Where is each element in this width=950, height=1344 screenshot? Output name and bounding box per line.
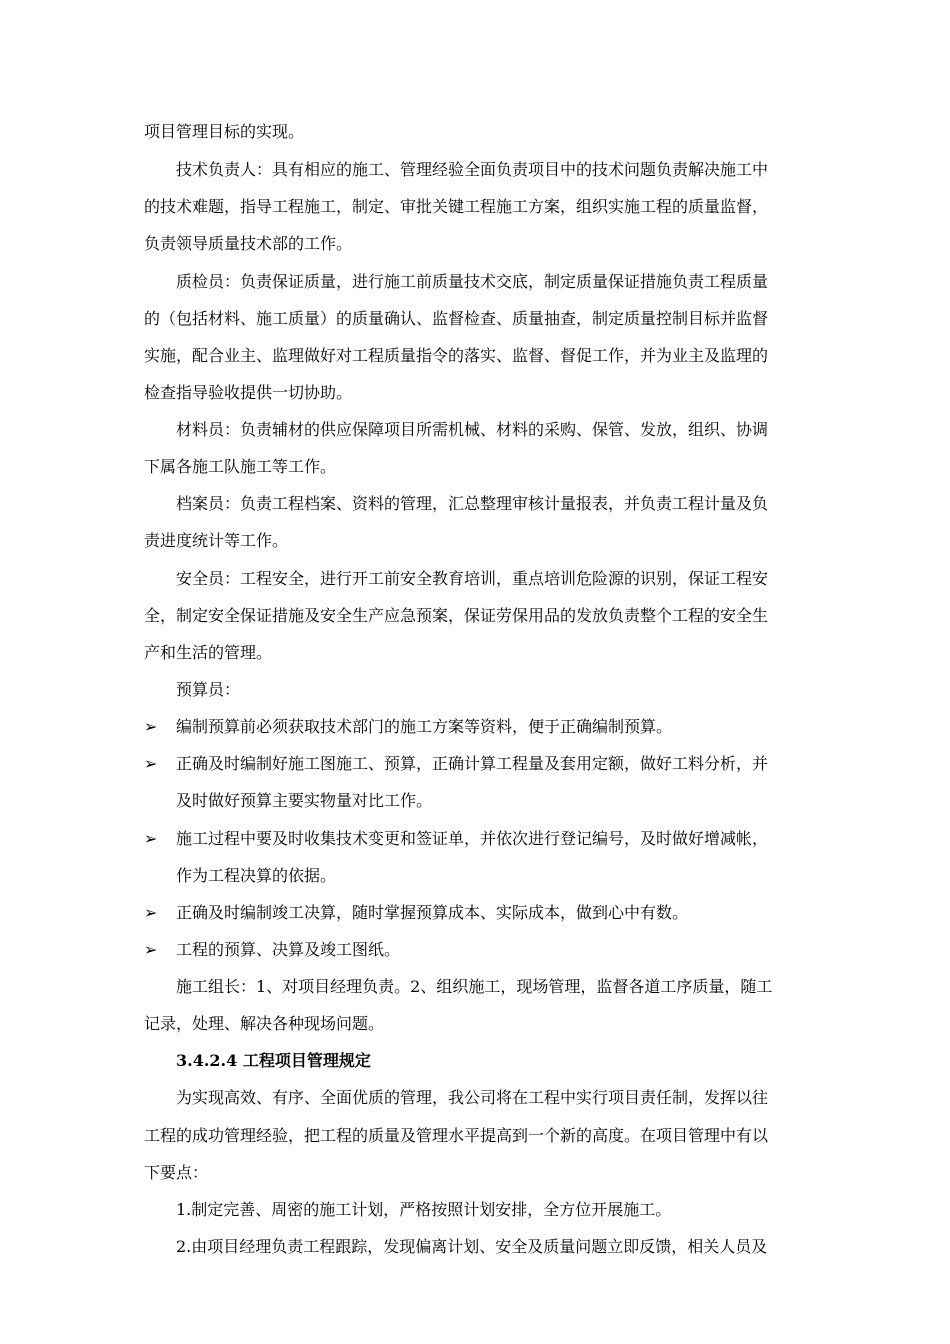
text-line: 材料员：负责辅材的供应保障项目所需机械、材料的采购、保管、发放，组织、协调 — [176, 420, 769, 439]
bullet-arrow-icon: ➢ — [144, 829, 158, 848]
bullet-arrow-icon: ➢ — [144, 903, 158, 922]
text-line: 实施，配合业主、监理做好对工程质量指令的落实、监督、督促工作，并为业主及监理的 — [144, 346, 769, 365]
text-line: 下要点： — [144, 1163, 209, 1182]
text-line: 及时做好预算主要实物量对比工作。 — [176, 791, 433, 810]
text-line: 的技术难题，指导工程施工，制定、审批关键工程施工方案，组织实施工程的质量监督， — [144, 197, 769, 216]
text-line: 下属各施工队施工等工作。 — [144, 457, 337, 476]
bullet-arrow-icon: ➢ — [144, 717, 158, 736]
text-line: 档案员：负责工程档案、资料的管理，汇总整理审核计量报表，并负责工程计量及负 — [176, 494, 769, 513]
text-line: 技术负责人：具有相应的施工、管理经验全面负责项目中的技术问题负责解决施工中 — [176, 160, 769, 179]
text-line: 正确及时编制竣工决算，随时掌握预算成本、实际成本，做到心中有数。 — [176, 903, 689, 922]
text-line: 工程的预算、决算及竣工图纸。 — [176, 940, 401, 959]
text-line: 2.由项目经理负责工程跟踪，发现偏离计划、安全及质量问题立即反馈，相关人员及 — [176, 1237, 768, 1256]
text-line: 的（包括材料、施工质量）的质量确认、监督检查、质量抽查，制定质量控制目标并监督 — [144, 309, 769, 328]
text-line: 检查指导验收提供一切协助。 — [144, 383, 353, 402]
text-line: 作为工程决算的依据。 — [176, 866, 337, 885]
text-line: 1.制定完善、周密的施工计划，严格按照计划安排，全方位开展施工。 — [176, 1200, 672, 1219]
text-line: 负责领导质量技术部的工作。 — [144, 234, 353, 253]
bullet-arrow-icon: ➢ — [144, 754, 158, 773]
text-line: 项目管理目标的实现。 — [144, 122, 305, 141]
text-line: 全，制定安全保证措施及安全生产应急预案，保证劳保用品的发放负责整个工程的安全生 — [144, 606, 769, 625]
text-line: 施工组长：1、对项目经理负责。2、组织施工，现场管理，监督各道工序质量，随工 — [176, 977, 773, 996]
section-heading: 3.4.2.4 工程项目管理规定 — [176, 1051, 371, 1070]
text-line: 编制预算前必须获取技术部门的施工方案等资料，便于正确编制预算。 — [176, 717, 673, 736]
text-line: 质检员：负责保证质量，进行施工前质量技术交底，制定质量保证措施负责工程质量 — [176, 272, 769, 291]
text-line: 正确及时编制好施工图施工、预算，正确计算工程量及套用定额，做好工料分析，并 — [176, 754, 769, 773]
text-line: 为实现高效、有序、全面优质的管理，我公司将在工程中实行项目责任制，发挥以往 — [176, 1088, 769, 1107]
bullet-arrow-icon: ➢ — [144, 940, 158, 959]
text-line: 安全员：工程安全，进行开工前安全教育培训，重点培训危险源的识别，保证工程安 — [176, 569, 769, 588]
text-line: 施工过程中要及时收集技术变更和签证单，并依次进行登记编号，及时做好增减帐， — [176, 829, 769, 848]
text-line: 产和生活的管理。 — [144, 643, 273, 662]
text-line: 预算员： — [176, 680, 241, 699]
text-line: 责进度统计等工作。 — [144, 531, 289, 550]
text-line: 记录，处理、解决各种现场问题。 — [144, 1014, 385, 1033]
text-line: 工程的成功管理经验，把工程的质量及管理水平提高到一个新的高度。在项目管理中有以 — [144, 1126, 769, 1145]
